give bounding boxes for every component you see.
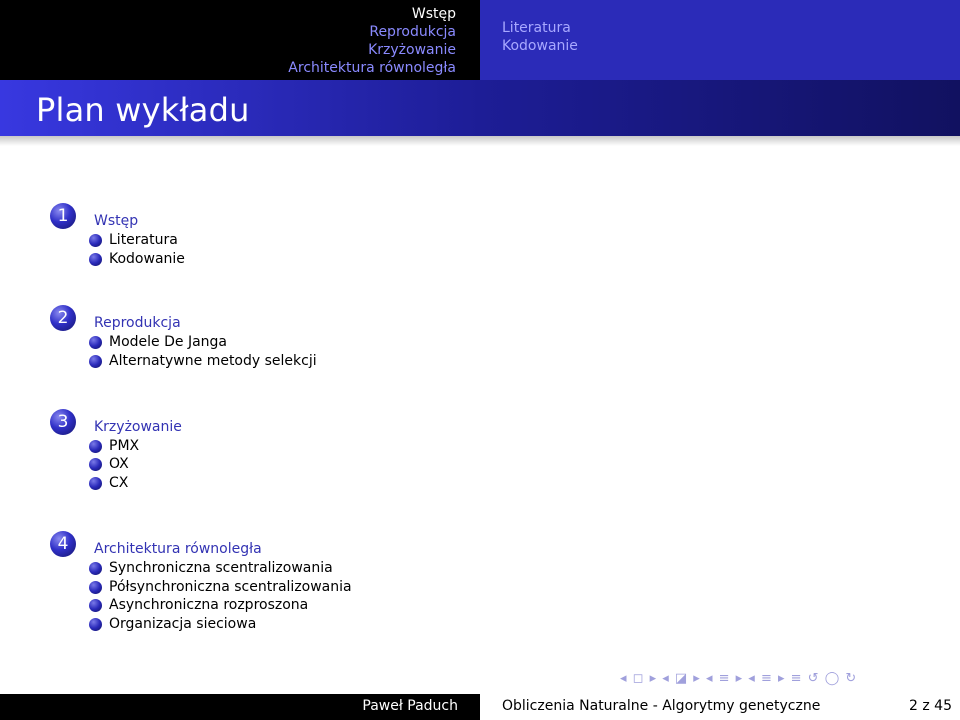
section-number-badge: 2 <box>50 305 76 331</box>
toc-subsection-item[interactable] <box>89 333 850 352</box>
header-navigation <box>0 0 960 80</box>
ball-bullet-icon <box>89 336 102 349</box>
toc-section-title[interactable]: Reprodukcja <box>94 315 181 332</box>
toc-subsection-list <box>89 559 850 634</box>
toc-subsection-item[interactable] <box>89 559 850 578</box>
ball-bullet-icon <box>89 562 102 575</box>
toc-section-title[interactable]: Architektura równoległa <box>94 540 262 557</box>
ball-bullet-icon <box>89 253 102 266</box>
header-nav-right <box>480 0 960 80</box>
footer-author-panel <box>0 694 480 720</box>
toc-section <box>50 409 850 493</box>
frame-title: Plan wykładu <box>36 91 250 129</box>
toc-subsection-label: OX <box>109 456 129 473</box>
ball-bullet-icon <box>89 234 102 247</box>
toc-subsection-label: Alternatywne metody selekcji <box>109 353 317 370</box>
section-number-badge: 4 <box>50 531 76 557</box>
toc-subsection-label: PMX <box>109 437 140 454</box>
toc-section-header <box>50 409 850 433</box>
nav-section-reprodukcja[interactable]: Reprodukcja <box>369 24 456 40</box>
ball-bullet-icon <box>89 440 102 453</box>
toc-section <box>50 203 850 268</box>
toc-section <box>50 305 850 370</box>
footer-talk-panel <box>480 694 960 720</box>
toc-subsection-label: Synchroniczna scentralizowania <box>109 559 333 576</box>
section-number-badge: 3 <box>50 409 76 435</box>
toc-subsection-item[interactable] <box>89 455 850 474</box>
footer-page-number: 2 z 45 <box>909 698 952 714</box>
ball-bullet-icon <box>89 458 102 471</box>
toc-subsection-item[interactable] <box>89 596 850 615</box>
table-of-contents <box>50 203 850 634</box>
ball-bullet-icon <box>89 477 102 490</box>
toc-subsection-list <box>89 437 850 493</box>
subsection-nav <box>502 19 578 55</box>
toc-subsection-item[interactable] <box>89 474 850 493</box>
toc-section-header <box>50 305 850 332</box>
section-nav <box>288 5 456 77</box>
nav-subsection-kodowanie[interactable]: Kodowanie <box>502 38 578 54</box>
nav-section-architektura[interactable]: Architektura równoległa <box>288 60 456 76</box>
toc-subsection-item[interactable] <box>89 578 850 597</box>
toc-section <box>50 531 850 634</box>
toc-section-header <box>50 203 850 227</box>
toc-subsection-label: Kodowanie <box>109 250 185 267</box>
toc-section-title[interactable]: Krzyżowanie <box>94 418 182 435</box>
footer-author: Paweł Paduch <box>362 698 458 714</box>
ball-bullet-icon <box>89 355 102 368</box>
frame-title-bar <box>0 80 960 136</box>
toc-subsection-item[interactable] <box>89 437 850 456</box>
section-number-badge: 1 <box>50 203 76 229</box>
toc-subsection-item[interactable] <box>89 231 850 250</box>
nav-section-wstep[interactable]: Wstęp <box>411 6 456 22</box>
toc-subsection-label: Modele De Janga <box>109 334 227 351</box>
toc-subsection-label: Organizacja sieciowa <box>109 615 257 632</box>
toc-subsection-list <box>89 231 850 268</box>
ball-bullet-icon <box>89 618 102 631</box>
toc-subsection-label: CX <box>109 475 129 492</box>
toc-subsection-item[interactable] <box>89 250 850 269</box>
toc-subsection-item[interactable] <box>89 615 850 634</box>
beamer-navigation-symbols[interactable]: ◂ ◻ ▸ ◂ ◪ ▸ ◂ ≡ ▸ ◂ ≡ ▸ ≡ ↺ ◯ ↻ <box>620 671 858 686</box>
ball-bullet-icon <box>89 581 102 594</box>
toc-subsection-label: Asynchroniczna rozproszona <box>109 597 309 614</box>
ball-bullet-icon <box>89 599 102 612</box>
toc-section-header <box>50 531 850 555</box>
toc-section-title[interactable]: Wstęp <box>94 213 139 229</box>
footer-talk-title: Obliczenia Naturalne - Algorytmy genetyczne <box>502 698 821 714</box>
toc-subsection-list <box>89 333 850 370</box>
header-nav-left <box>0 0 480 80</box>
toc-subsection-label: Literatura <box>109 232 178 248</box>
title-shadow <box>0 136 960 146</box>
nav-subsection-literatura[interactable]: Literatura <box>502 20 571 36</box>
nav-section-krzyzowanie[interactable]: Krzyżowanie <box>368 42 456 58</box>
toc-subsection-item[interactable] <box>89 352 850 371</box>
toc-subsection-label: Półsynchroniczna scentralizowania <box>109 578 352 595</box>
